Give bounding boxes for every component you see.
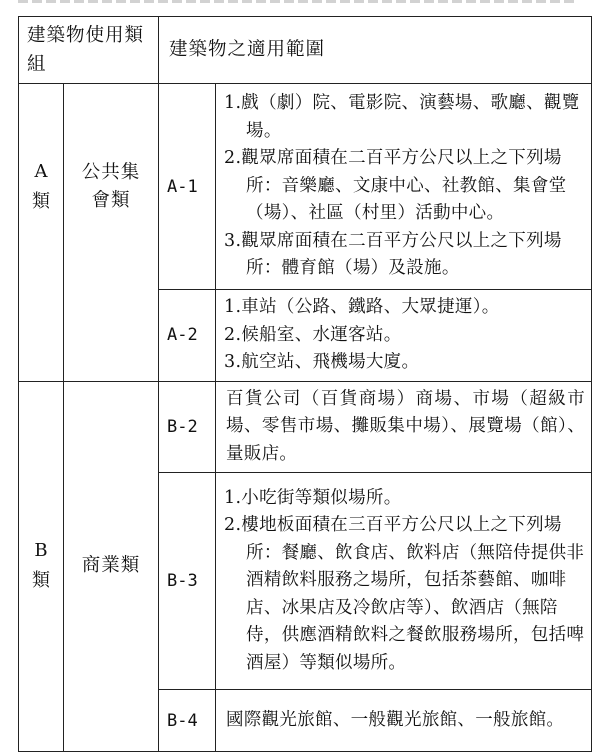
code-b4: B-4 <box>167 710 198 731</box>
code-a2: A-2 <box>167 325 198 346</box>
class-name-cell-b <box>64 381 159 752</box>
cropped-text-strip <box>18 0 578 3</box>
scope-item: 2.候船室、水運客站。 <box>224 324 402 345</box>
scope-cell-b2 <box>216 381 592 473</box>
group-header-text: 建築物使用類組 <box>27 25 145 75</box>
scope-cell-a2 <box>216 290 592 382</box>
class-name-a: 公共集會類 <box>81 161 141 211</box>
code-cell-a2 <box>159 290 216 382</box>
class-letter-b: B <box>34 540 48 562</box>
code-b3: B-3 <box>167 571 198 591</box>
class-suffix-a: 類 <box>32 190 50 212</box>
code-b2: B-2 <box>167 416 198 437</box>
class-name-b: 商業類 <box>81 555 141 577</box>
class-name-cell-a <box>64 84 159 290</box>
code-cell-a1 <box>159 84 216 290</box>
scope-item: 1.小吃街等類似場所。 <box>224 487 402 508</box>
scope-item: 1.車站（公路、鐵路、大眾捷運）。 <box>224 297 500 317</box>
scope-text: 國際觀光旅館、一般觀光旅館、一般旅館。 <box>226 709 565 730</box>
class-cell-b <box>19 381 64 752</box>
scope-item: 2.觀眾席面積在二百平方公尺以上之下列場所：音樂廳、文康中心、社教館、集會堂（場）、社區（村里）活動中心。 <box>224 148 567 224</box>
class-name-cell-a-continued <box>64 290 159 382</box>
table-row-a1 <box>19 84 592 290</box>
scope-item: 2.樓地板面積在三百平方公尺以上之下列場所：餐廳、飲食店、飲料店（無陪侍提供非酒精飲料服務之場所，包括茶藝館、咖啡店、冰果店及冷飲店等）、飲酒店（無陪侍，供應酒精飲料之餐飲服務場所，包括啤酒屋）等類似場所。 <box>224 515 585 673</box>
code-cell-b4 <box>159 690 216 752</box>
scope-item: 1.戲（劇）院、電影院、演藝場、歌廳、觀覽場。 <box>224 93 580 141</box>
scope-text: 百貨公司（百貨商場）商場、市場（超級市場、零售市場、攤販集中場）、展覽場（館）、量販店。 <box>226 388 586 464</box>
scope-item: 3.觀眾席面積在二百平方公尺以上之下列場所：體育館（場）及設施。 <box>224 230 562 279</box>
class-cell-a-continued <box>19 290 64 382</box>
class-cell-a <box>19 84 64 290</box>
table-row-b2 <box>19 381 592 473</box>
scope-header-text: 建築物之適用範圍 <box>169 39 326 60</box>
header-row <box>19 17 592 84</box>
scope-item: 3.航空站、飛機場大廈。 <box>224 352 420 372</box>
scope-cell-b3 <box>216 473 592 690</box>
table-row-a2 <box>19 290 592 382</box>
class-letter-a: A <box>34 160 48 182</box>
scope-cell-b4 <box>216 690 592 752</box>
scope-cell-a1 <box>216 84 592 290</box>
code-a1: A-1 <box>167 176 198 197</box>
code-cell-b2 <box>159 381 216 473</box>
building-use-table <box>18 16 592 752</box>
code-cell-b3 <box>159 473 216 690</box>
class-suffix-b: 類 <box>32 570 50 592</box>
scope-header-cell <box>159 17 592 84</box>
group-header-cell <box>19 17 159 84</box>
